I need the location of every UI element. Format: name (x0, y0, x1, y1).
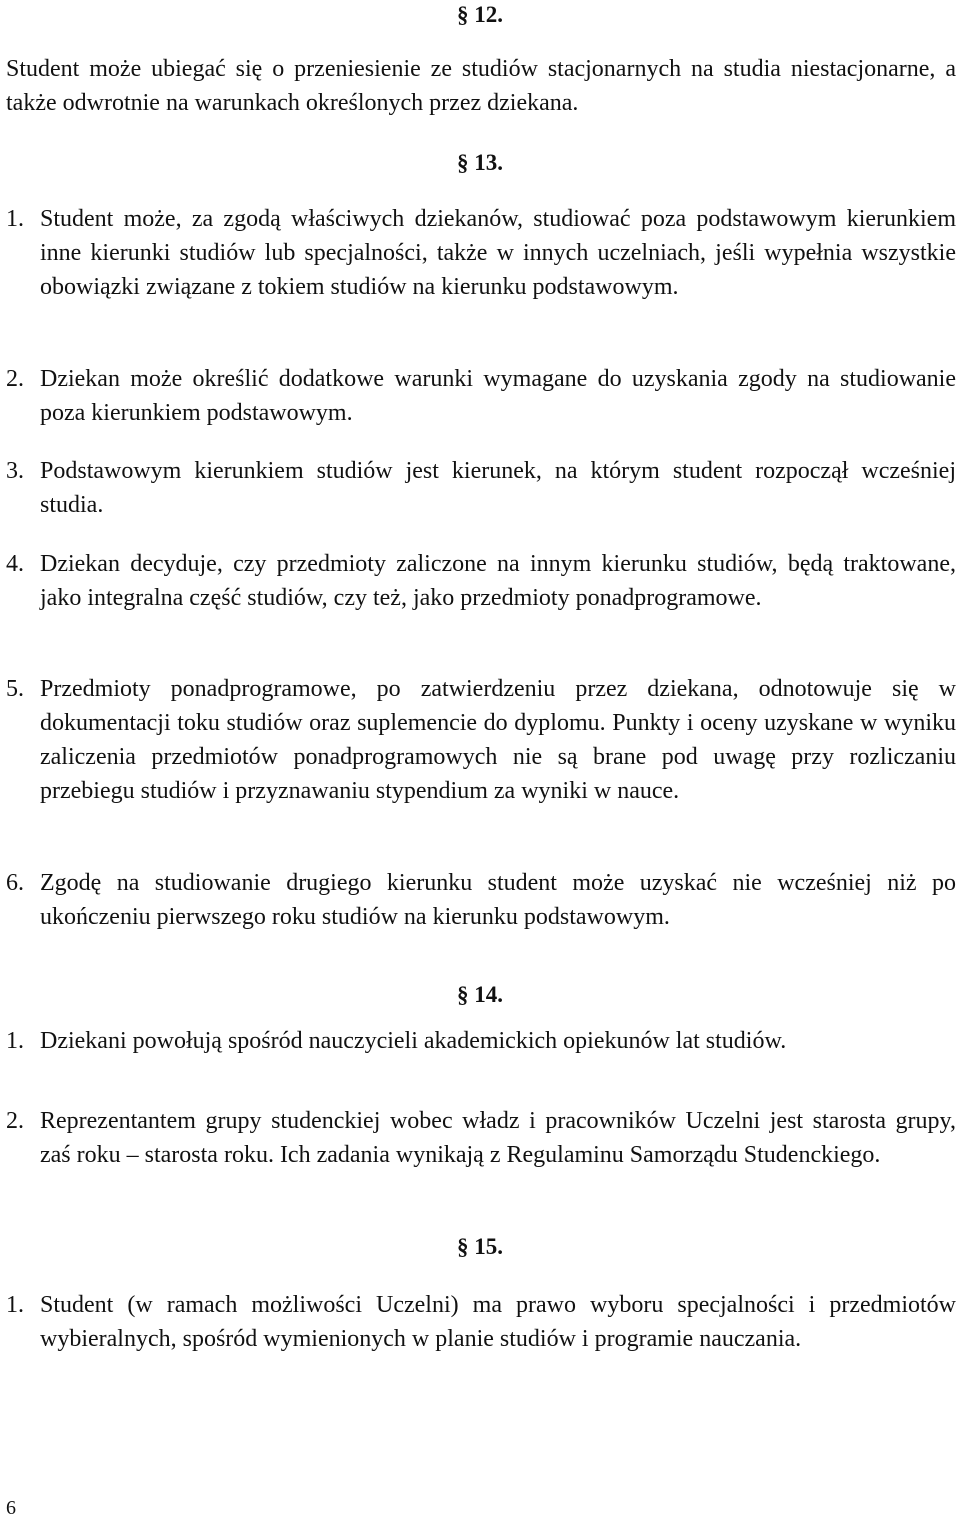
section-14-item-1 (6, 1024, 956, 1058)
item-text: Dziekani powołują spośród nauczycieli akademickich opiekunów lat studiów. (40, 1028, 787, 1054)
item-number: 1. (6, 206, 24, 232)
item-text: Reprezentantem grupy studenckiej wobec władz i pracowników Uczelni jest starosta grupy, zaś roku – starosta roku. Ich zadania wynikają z Regulaminu Samorządu Studenckiego. (40, 1108, 956, 1168)
item-number: 5. (6, 676, 24, 702)
item-text: Dziekan decyduje, czy przedmioty zaliczone na innym kierunku studiów, będą traktowane, jako integralna część studiów, czy też, jako przedmioty ponadprogramowe. (40, 551, 956, 611)
item-number: 6. (6, 870, 24, 896)
item-number: 2. (6, 366, 24, 392)
section-15-heading: § 15. (457, 1234, 503, 1259)
item-number: 2. (6, 1108, 24, 1134)
section-14-heading: § 14. (457, 982, 503, 1007)
item-number: 1. (6, 1028, 24, 1054)
section-13-heading: § 13. (457, 150, 503, 175)
section-15-item-1 (6, 1288, 956, 1356)
item-text: Dziekan może określić dodatkowe warunki wymagane do uzyskania zgody na studiowanie poza kierunkiem podstawowym. (40, 366, 956, 426)
item-number: 3. (6, 458, 24, 484)
section-12-text: Student może ubiegać się o przeniesienie ze studiów stacjonarnych na studia niestacjonarne, a także odwrotnie na warunkach określonych przez dziekana. (6, 56, 956, 116)
section-13-item-1 (6, 202, 956, 304)
item-text: Przedmioty ponadprogramowe, po zatwierdzeniu przez dziekana, odnotowuje się w dokumentacji toku studiów oraz suplemencie do dyplomu. Punkty i oceny uzyskane w wyniku zaliczenia przedmiotów ponadprogramowych nie są brane pod uwagę przy rozliczaniu przebiegu studiów i przyznawaniu stypendium za wyniki w nauce. (40, 676, 956, 804)
section-13-item-6 (6, 866, 956, 934)
section-14-item-2 (6, 1104, 956, 1172)
section-13-item-2 (6, 362, 956, 430)
item-number: 4. (6, 551, 24, 577)
item-text: Student może, za zgodą właściwych dziekanów, studiować poza podstawowym kierunkiem inne kierunki studiów lub specjalności, także w innych uczelniach, jeśli wypełnia wszystkie obowiązki związane z tokiem studiów na kierunku podstawowym. (40, 206, 956, 300)
item-text: Student (w ramach możliwości Uczelni) ma prawo wyboru specjalności i przedmiotów wybieralnych, spośród wymienionych w planie studiów i programie nauczania. (40, 1292, 956, 1352)
section-13-item-4 (6, 547, 956, 615)
section-12-heading: § 12. (457, 2, 503, 27)
section-13-item-5 (6, 672, 956, 808)
item-text: Podstawowym kierunkiem studiów jest kierunek, na którym student rozpoczął wcześniej studia. (40, 458, 956, 518)
page-number: 6 (6, 1497, 16, 1519)
item-text: Zgodę na studiowanie drugiego kierunku student może uzyskać nie wcześniej niż po ukończeniu pierwszego roku studiów na kierunku podstawowym. (40, 870, 956, 930)
section-13-item-3 (6, 454, 956, 522)
item-number: 1. (6, 1292, 24, 1318)
